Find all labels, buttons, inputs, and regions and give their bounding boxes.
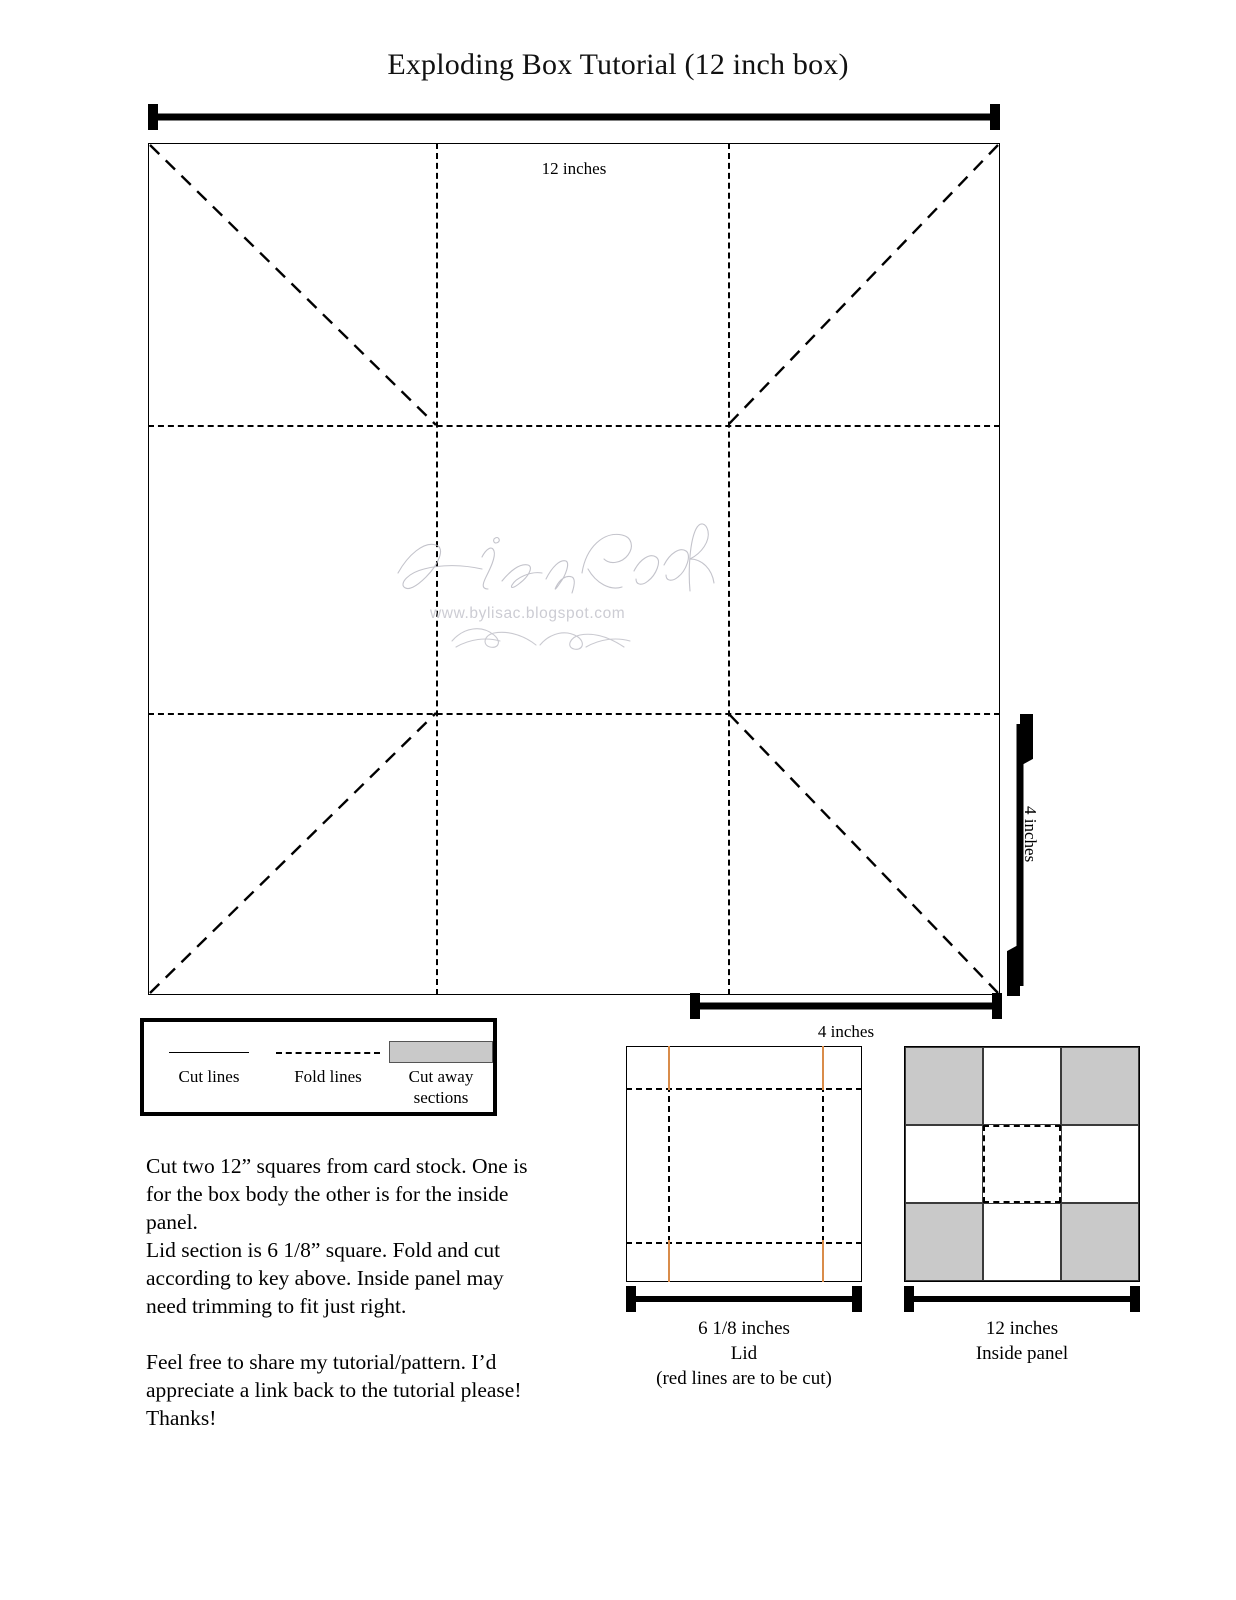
lid-note-label: (red lines are to be cut) xyxy=(656,1368,832,1389)
label-12-inches-top: 12 inches xyxy=(541,159,607,178)
lid-red-cut-line-top-right xyxy=(822,1046,824,1090)
dimension-arrow-bottom xyxy=(690,993,1002,1019)
lid-diagram xyxy=(626,1046,862,1282)
panel-cell-cut-away xyxy=(1061,1203,1139,1281)
inside-panel-name-label: Inside panel xyxy=(975,1343,1069,1364)
instruction-line: Cut two 12” squares from card stock. One is xyxy=(146,1154,528,1178)
page-title: Exploding Box Tutorial (12 inch box) xyxy=(387,48,849,81)
panel-cell-keep xyxy=(983,1203,1061,1281)
lid-fold-line-top xyxy=(626,1088,862,1090)
paragraph-spacer xyxy=(146,1320,586,1348)
legend-swatch-cut-away xyxy=(382,1040,500,1066)
legend-label-fold-lines: Fold lines xyxy=(294,1067,362,1086)
instructions-text xyxy=(146,1152,586,1432)
panel-cell-cut-away xyxy=(905,1047,983,1125)
label-4-inches-right: 4 inches xyxy=(1021,806,1040,863)
instruction-line: appreciate a link back to the tutorial please! xyxy=(146,1378,522,1402)
solid-line-icon xyxy=(169,1052,249,1053)
panel-cell-keep xyxy=(1061,1125,1139,1203)
lid-name-label: Lid xyxy=(730,1343,758,1364)
legend-label-cut-away-line2: sections xyxy=(413,1088,469,1107)
instruction-line: Lid section is 6 1/8” square. Fold and cut xyxy=(146,1238,501,1262)
legend-swatch-fold-lines xyxy=(262,1040,394,1066)
dashed-line-icon xyxy=(276,1052,380,1054)
lid-dimension-label: 6 1/8 inches xyxy=(698,1318,790,1339)
lid-captions xyxy=(594,1316,894,1391)
legend-swatch-cut-lines xyxy=(150,1040,268,1066)
legend-label-cut-away-line1: Cut away xyxy=(408,1067,474,1086)
lid-red-cut-line-bottom-left xyxy=(668,1240,670,1282)
lid-outer-cut-border xyxy=(626,1046,862,1282)
inside-panel-diagram xyxy=(904,1046,1140,1282)
panel-cell-center-fold xyxy=(983,1125,1061,1203)
box-body-pattern xyxy=(148,143,1000,995)
lid-red-cut-line-bottom-right xyxy=(822,1240,824,1282)
panel-cell-keep xyxy=(983,1047,1061,1125)
legend-item-cut-away xyxy=(382,1040,500,1108)
legend-item-fold-lines xyxy=(262,1040,394,1087)
instruction-line: Thanks! xyxy=(146,1406,217,1430)
fold-lines-diagonal xyxy=(148,143,1000,995)
lid-fold-line-bottom xyxy=(626,1242,862,1244)
instruction-line: panel. xyxy=(146,1210,198,1234)
dimension-arrow-lid xyxy=(626,1286,862,1312)
panel-cell-cut-away xyxy=(1061,1047,1139,1125)
dimension-arrow-top xyxy=(148,104,1000,130)
inside-panel-dimension-label: 12 inches xyxy=(985,1318,1059,1339)
dimension-arrow-inside-panel xyxy=(904,1286,1140,1312)
panel-cell-cut-away xyxy=(905,1203,983,1281)
legend xyxy=(140,1018,497,1116)
inside-panel-captions xyxy=(872,1316,1172,1366)
legend-item-cut-lines xyxy=(150,1040,268,1087)
instruction-line: according to key above. Inside panel may xyxy=(146,1266,504,1290)
label-4-inches-bottom: 4 inches xyxy=(817,1022,875,1041)
legend-label-cut-lines: Cut lines xyxy=(178,1067,240,1086)
instruction-line: need trimming to fit just right. xyxy=(146,1294,407,1318)
instruction-line: for the box body the other is for the inside xyxy=(146,1182,509,1206)
watermark-url-text: www.bylisac.blogspot.com xyxy=(430,605,626,622)
panel-cell-keep xyxy=(905,1125,983,1203)
gray-fill-icon xyxy=(389,1041,493,1063)
instruction-line: Feel free to share my tutorial/pattern. I’d xyxy=(146,1350,497,1374)
lid-red-cut-line-top-left xyxy=(668,1046,670,1090)
